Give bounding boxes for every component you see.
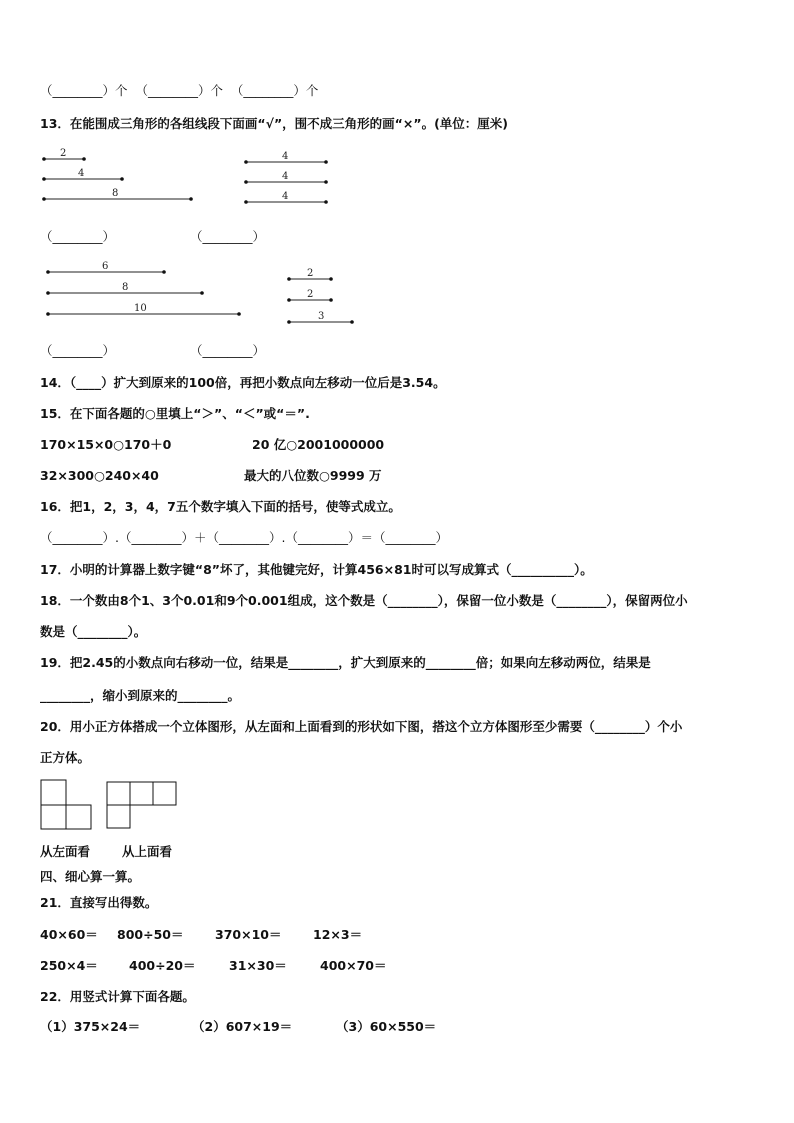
section-heading: 四、细心算一算。	[40, 869, 141, 884]
q14-text: 14．（____）扩大到原来的100倍，再把小数点向左移动一位后是3.54。	[40, 375, 446, 390]
caption-left-view: 从左面看	[40, 844, 91, 859]
q22-item: （3）60×550＝	[336, 1019, 437, 1034]
answer-blank[interactable]: （________）	[190, 229, 266, 244]
q15-a: 170×15×0○170＋0	[40, 437, 172, 452]
q19-line2: ________，缩小到原来的________。	[40, 688, 241, 703]
segments-group-1	[38, 145, 208, 209]
segments-group-4	[283, 265, 363, 333]
q21-item: 40×60＝	[40, 927, 98, 942]
segment-label: 4	[282, 191, 289, 202]
top-blanks[interactable]: （________）个 （________）个 （________）个	[40, 83, 319, 98]
caption-top-view: 从上面看	[122, 844, 173, 859]
answer-blank[interactable]: （________）	[190, 343, 266, 358]
q21-text: 21．直接写出得数。	[40, 895, 158, 910]
segment-label: 2	[307, 268, 314, 279]
q19-line1: 19．把2.45的小数点向右移动一位，结果是________，扩大到原来的________倍；如果向左移动两位，结果是	[40, 655, 651, 670]
segment-label: 10	[134, 303, 147, 314]
segment-label: 2	[307, 289, 314, 300]
segment-label: 4	[282, 151, 289, 162]
segment-label: 8	[112, 188, 119, 199]
q20-line1: 20．用小正方体搭成一个立体图形，从左面和上面看到的形状如下图，搭这个立方体图形至少需要（________）个小	[40, 719, 683, 734]
segments-group-2	[240, 148, 340, 212]
segment-label: 3	[318, 311, 325, 322]
segment-label: 6	[102, 261, 109, 272]
q15-b: 20 亿○2001000000	[252, 437, 385, 452]
q22-item: （1）375×24＝	[40, 1019, 141, 1034]
q16-equation[interactable]: （________）.（________）＋（________）.（________）＝（________）	[40, 530, 448, 545]
answer-blank[interactable]: （________）	[40, 343, 116, 358]
segments-group-3	[42, 258, 252, 324]
q21-item: 12×3＝	[313, 927, 363, 942]
segment-label: 2	[60, 148, 67, 159]
segment-label: 4	[78, 168, 85, 179]
q21-item: 400×70＝	[320, 958, 387, 973]
q21-item: 370×10＝	[215, 927, 282, 942]
top-view-figure	[106, 781, 178, 835]
segment-label: 4	[282, 171, 289, 182]
q15-d: 最大的八位数○9999 万	[244, 468, 382, 483]
q15-c: 32×300○240×40	[40, 468, 159, 483]
answer-blank[interactable]: （________）	[40, 229, 116, 244]
q18-line2: 数是（________）。	[40, 624, 147, 639]
q21-item: 400÷20＝	[129, 958, 196, 973]
q16-text: 16．把1，2，3，4，7五个数字填入下面的括号，使等式成立。	[40, 499, 401, 514]
q21-item: 800÷50＝	[117, 927, 184, 942]
q20-line2: 正方体。	[40, 750, 91, 765]
q22-item: （2）607×19＝	[192, 1019, 293, 1034]
q22-text: 22．用竖式计算下面各题。	[40, 989, 195, 1004]
q21-item: 31×30＝	[229, 958, 287, 973]
left-view-figure	[40, 779, 94, 835]
q15-text: 15．在下面各题的○里填上“＞”、“＜”或“＝”.	[40, 406, 310, 421]
q13-text: 13．在能围成三角形的各组线段下面画“√”，围不成三角形的画“×”。(单位：厘米)	[40, 116, 508, 131]
q18-line1: 18．一个数由8个1、3个0.01和9个0.001组成，这个数是（________），保留一位小数是（________），保留两位小	[40, 593, 688, 608]
q17-text: 17．小明的计算器上数字键“8”坏了，其他键完好，计算456×81时可以写成算式（__________）。	[40, 562, 593, 577]
q21-item: 250×4＝	[40, 958, 98, 973]
segment-label: 8	[122, 282, 129, 293]
